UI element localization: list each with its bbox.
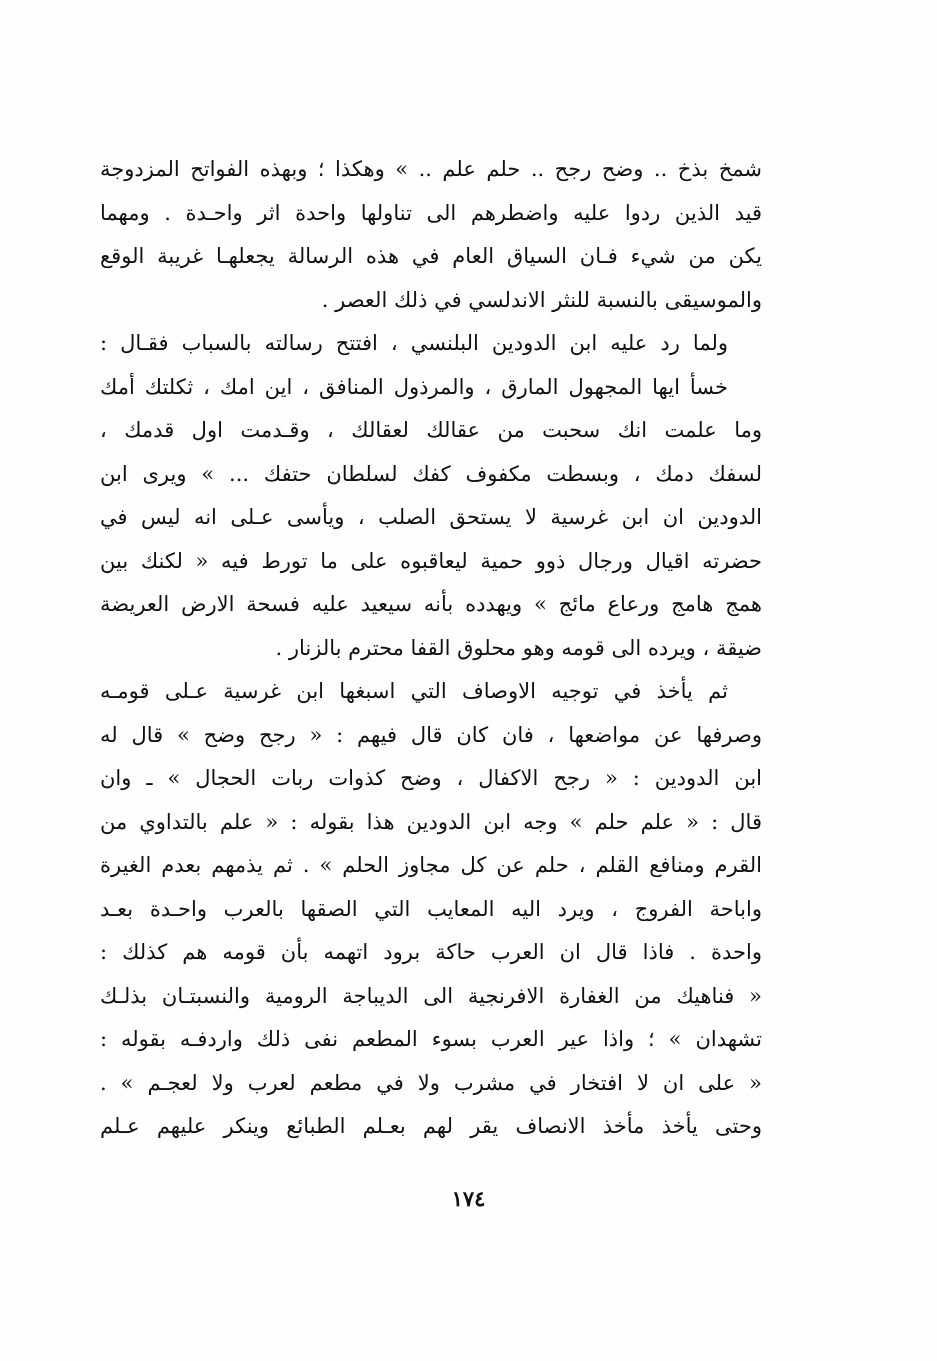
text-line: يكن من شيء فـان السياق العام في هذه الرسالة يجعلهـا غريبة الوقع bbox=[100, 244, 762, 268]
text-line: همج هامج ورعاع مائج » ويهدده بأنه سيعيد عليه فسحة الارض العريضة bbox=[100, 592, 762, 616]
text-line: وصرفها عن مواضعها ، فان كان قال فيهم : « رجح وضح » قال له bbox=[100, 722, 762, 747]
text-line: خسأ ايها المجهول المارق ، والمرذول المنافق ، اين امك ، ثكلتك أمك bbox=[100, 374, 728, 399]
text-line: تشهدان » ؛ واذا عير العرب بسوء المطعم نفى ذلك واردفـه بقوله : bbox=[100, 1027, 762, 1051]
text-line: واحدة . فاذا قال ان العرب حاكة برود اتهمه بأن قومه هم كذلك : bbox=[100, 940, 762, 964]
text-line: « فناهيك من الغفارة الافرنجية الى الديباجة الرومية والنسبتـان بذلـك bbox=[100, 983, 762, 1008]
text-line: ابن الدودين : « رجح الاكفال ، وضح كذوات ربات الحجال » ـ وان bbox=[100, 766, 762, 790]
text-line: وحتى يأخذ مأخذ الانصاف يقر لهم بعـلم الطبائع وينكر عليهم عـلم bbox=[100, 1114, 762, 1138]
text-line: شمخ بذخ .. وضح رجح .. حلم علم .. » وهكذا ؛ وبهذه الفواتح المزدوجة bbox=[100, 157, 762, 181]
text-line: حضرته اقيال ورجال ذوو حمية ليعاقبوه على ما تورط فيه « لكنك بين bbox=[100, 548, 762, 573]
text-line: واباحة الفروج ، ويرد اليه المعايب التي الصقها بالعرب واحـدة بعـد bbox=[100, 896, 762, 921]
page-number: ١٧٤ bbox=[451, 1186, 486, 1211]
body-text bbox=[100, 148, 762, 1149]
text-line: وما علمت انك سحبت من عقالك لعقالك ، وقـدمت اول قدمك ، bbox=[100, 418, 762, 442]
text-line: ضيقة ، ويرده الى قومه وهو محلوق القفا محترم بالزنار . bbox=[275, 635, 762, 660]
text-line: ولما رد عليه ابن الدودين البلنسي ، افتتح رسالته بالسباب فقـال : bbox=[100, 331, 728, 355]
text-line: الدودين ان ابن غرسية لا يستحق الصلب ، ويأسى عـلى انه ليس في bbox=[100, 505, 762, 529]
text-line: لسفك دمك ، وبسطت مكفوف كفك لسلطان حتفك ... » ويرى ابن bbox=[100, 461, 762, 486]
text-line: قال : « علم حلم » وجه ابن الدودين هذا بقوله : « علم بالتداوي من bbox=[100, 809, 762, 834]
text-line: قيد الذين ردوا عليه واضطرهم الى تناولها واحدة اثر واحـدة . ومهما bbox=[100, 200, 762, 225]
text-line: ثم يأخذ في توجيه الاوصاف التي اسبغها ابن غرسية عـلى قومـه bbox=[100, 679, 728, 703]
text-line: والموسيقى بالنسبة للنثر الاندلسي في ذلك العصر . bbox=[321, 287, 762, 312]
text-line: « على ان لا افتخار في مشرب ولا في مطعم لعرب ولا لعجـم » . bbox=[100, 1070, 762, 1095]
text-line: القرم ومنافع القلم ، حلم عن كل مجاوز الحلم » . ثم يذمهم بعدم الغيرة bbox=[100, 853, 762, 877]
